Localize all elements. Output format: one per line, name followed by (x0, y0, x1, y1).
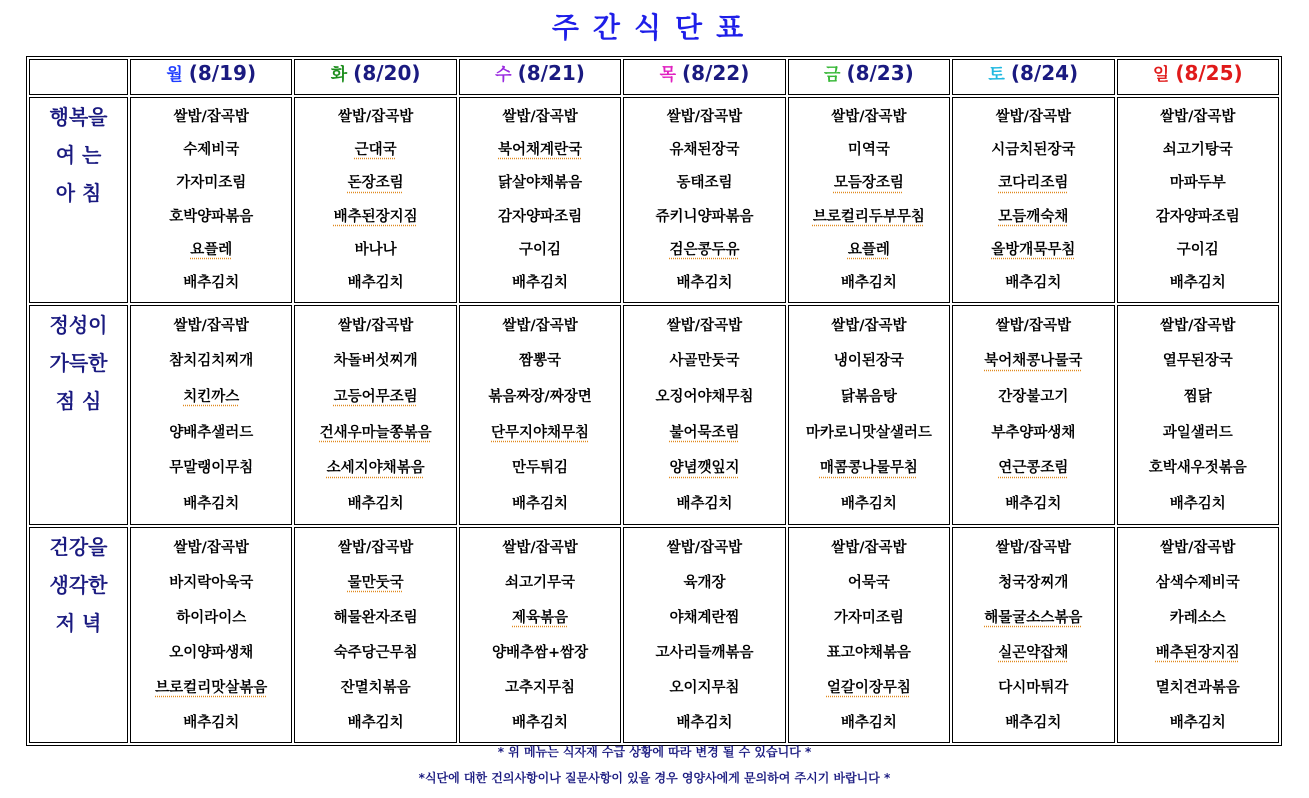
menu-cell (459, 527, 621, 743)
menu-item: 얼갈이장무침 (826, 679, 911, 696)
menu-item: 쌀밥/잡곡밥 (995, 539, 1071, 556)
menu-item: 배추김치 (1169, 275, 1226, 292)
meal-label (29, 97, 128, 303)
menu-item: 배추김치 (840, 496, 897, 513)
menu-item: 청국장찌개 (998, 574, 1069, 591)
menu-item: 잔멸치볶음 (340, 679, 411, 696)
menu-item: 무말랭이무침 (169, 460, 254, 477)
menu-item: 요플레 (847, 241, 890, 258)
day-char: 화 (330, 65, 348, 85)
menu-item: 배추김치 (840, 714, 897, 731)
menu-item: 부추양파생채 (991, 424, 1076, 441)
menu-item: 물만둣국 (347, 574, 404, 591)
menu-item: 배추김치 (347, 275, 404, 292)
day-header (459, 59, 621, 95)
menu-item: 해물완자조림 (333, 609, 418, 626)
menu-item: 양배추샐러드 (169, 424, 254, 441)
menu-item: 하이라이스 (176, 609, 247, 626)
menu-item: 제육볶음 (512, 609, 569, 626)
menu-item: 쌀밥/잡곡밥 (831, 108, 907, 125)
menu-item: 쌀밥/잡곡밥 (831, 539, 907, 556)
menu-item: 쌀밥/잡곡밥 (502, 539, 578, 556)
menu-item: 유채된장국 (669, 141, 740, 158)
day-date: (8/23) (846, 61, 914, 85)
menu-item: 쌀밥/잡곡밥 (173, 108, 249, 125)
menu-cell (294, 527, 456, 743)
weekly-menu-table (26, 56, 1282, 746)
menu-item: 과일샐러드 (1162, 424, 1233, 441)
menu-item: 삼색수제비국 (1155, 574, 1240, 591)
menu-item: 코다리조림 (998, 175, 1069, 192)
meal-label-line: 정성이 (49, 313, 108, 337)
menu-cell (623, 305, 785, 525)
menu-item: 불어묵조림 (669, 424, 740, 441)
menu-item: 배추김치 (512, 714, 569, 731)
menu-cell (788, 305, 950, 525)
menu-cell (1117, 305, 1279, 525)
header-row (29, 59, 1279, 95)
menu-item: 쇠고기무국 (505, 574, 576, 591)
menu-cell (623, 97, 785, 303)
menu-item: 브로컬리두부무침 (812, 208, 925, 225)
menu-item: 열무된장국 (1162, 353, 1233, 370)
menu-item: 양배추쌈+쌈장 (491, 644, 589, 661)
meal-row (29, 527, 1279, 743)
menu-item: 만두튀김 (512, 460, 569, 477)
menu-item: 구이김 (1176, 241, 1219, 258)
menu-cell (623, 527, 785, 743)
meal-label-line: 가득한 (49, 351, 108, 375)
menu-cell (952, 527, 1114, 743)
menu-item: 미역국 (847, 141, 890, 158)
menu-item: 쌀밥/잡곡밥 (337, 108, 414, 125)
menu-item: 시금치된장국 (991, 141, 1076, 158)
day-header (623, 59, 785, 95)
day-date: (8/21) (517, 61, 585, 85)
menu-item: 소세지야채볶음 (326, 460, 425, 477)
menu-item: 해물굴소스볶음 (984, 609, 1083, 626)
menu-item: 쌀밥/잡곡밥 (1160, 539, 1236, 556)
day-header (1117, 59, 1279, 95)
menu-item: 근대국 (354, 141, 397, 158)
day-char: 월 (166, 65, 183, 85)
menu-item: 바지락아욱국 (169, 574, 254, 591)
day-date: (8/19) (188, 61, 257, 85)
corner-cell (29, 59, 128, 95)
menu-item: 쌀밥/잡곡밥 (337, 539, 414, 556)
menu-item: 어묵국 (847, 574, 890, 591)
menu-item: 오징어야채무침 (655, 389, 754, 406)
menu-item: 쌀밥/잡곡밥 (1160, 317, 1236, 334)
menu-item: 고등어무조림 (333, 389, 418, 406)
menu-item: 배추김치 (840, 275, 897, 292)
menu-item: 마카로니맛살샐러드 (805, 424, 932, 441)
menu-item: 닭볶음탕 (840, 389, 897, 406)
menu-item: 쌀밥/잡곡밥 (173, 539, 249, 556)
menu-item: 요플레 (190, 241, 233, 258)
menu-item: 북어채계란국 (498, 141, 583, 158)
menu-cell (130, 527, 292, 743)
day-date: (8/24) (1010, 61, 1079, 85)
menu-item: 쌀밥/잡곡밥 (995, 108, 1071, 125)
menu-item: 올방개묵무침 (991, 241, 1076, 258)
menu-item: 배추김치 (1169, 714, 1226, 731)
menu-item: 숙주당근무침 (333, 644, 418, 661)
menu-cell (952, 305, 1114, 525)
menu-item: 고사리들깨볶음 (655, 644, 754, 661)
menu-item: 연근콩조림 (998, 460, 1069, 477)
menu-item: 짬뽕국 (519, 353, 562, 370)
meal-label-line: 저 녁 (55, 611, 102, 635)
menu-item: 닭살야채볶음 (498, 175, 583, 192)
meal-label (29, 305, 128, 525)
menu-item: 배추김치 (183, 496, 240, 513)
menu-item: 구이김 (519, 241, 562, 258)
menu-item: 치킨까스 (183, 389, 240, 406)
menu-cell (1117, 527, 1279, 743)
menu-item: 야채계란찜 (669, 609, 740, 626)
menu-item: 표고야채볶음 (826, 644, 911, 661)
menu-item: 멸치견과볶음 (1155, 679, 1240, 696)
menu-item: 배추된장지짐 (1155, 644, 1240, 661)
menu-item: 차돌버섯찌개 (333, 353, 418, 370)
day-char: 일 (1152, 65, 1170, 85)
menu-item: 배추김치 (183, 714, 240, 731)
menu-item: 배추김치 (1169, 496, 1226, 513)
menu-item: 검은콩두유 (669, 241, 740, 258)
menu-item: 배추김치 (183, 275, 240, 292)
menu-item: 쌀밥/잡곡밥 (666, 317, 743, 334)
menu-cell (788, 527, 950, 743)
menu-cell (130, 305, 292, 525)
menu-item: 쌀밥/잡곡밥 (831, 317, 907, 334)
day-header (952, 59, 1114, 95)
menu-item: 모듬장조림 (833, 175, 904, 192)
meal-label-line: 아 침 (55, 181, 102, 205)
day-header (130, 59, 292, 95)
day-date: (8/25) (1175, 61, 1243, 85)
meal-label-line: 건강을 (49, 535, 108, 559)
menu-item: 배추김치 (512, 275, 569, 292)
menu-item: 단무지야채무침 (491, 424, 590, 441)
menu-cell (294, 305, 456, 525)
menu-item: 가자미조림 (833, 609, 904, 626)
menu-item: 모듬깨숙채 (998, 208, 1069, 225)
menu-item: 건새우마늘쫑볶음 (319, 424, 432, 441)
menu-item: 배추된장지짐 (333, 208, 418, 225)
menu-item: 냉이된장국 (833, 353, 904, 370)
menu-item: 돈장조림 (347, 175, 404, 192)
menu-item: 브로컬리맛살볶음 (155, 679, 268, 696)
menu-item: 볶음짜장/짜장면 (488, 389, 592, 406)
menu-item: 배추김치 (676, 496, 733, 513)
menu-cell (459, 305, 621, 525)
menu-item: 배추김치 (676, 714, 733, 731)
menu-item: 오이지무침 (669, 679, 740, 696)
notice-line: * 위 메뉴는 식자재 수급 상황에 따라 변경 될 수 있습니다 * (497, 745, 812, 759)
menu-item: 간장불고기 (998, 389, 1069, 406)
day-char: 수 (495, 65, 512, 85)
menu-item: 오이양파생채 (169, 644, 254, 661)
menu-item: 배추김치 (347, 714, 404, 731)
menu-item: 사골만둣국 (669, 353, 740, 370)
day-header (788, 59, 950, 95)
day-char: 금 (824, 65, 841, 85)
notice-line: *식단에 대한 건의사항이나 질문사항이 있을 경우 영양사에게 문의하여 주시기 바랍니다 * (418, 771, 891, 785)
menu-item: 쌀밥/잡곡밥 (173, 317, 249, 334)
day-date: (8/22) (682, 61, 750, 85)
menu-item: 참치김치찌개 (169, 353, 254, 370)
meal-row (29, 97, 1279, 303)
menu-cell (294, 97, 456, 303)
menu-item: 배추김치 (1005, 496, 1062, 513)
menu-item: 매콤콩나물무침 (819, 460, 918, 477)
menu-item: 쌀밥/잡곡밥 (666, 539, 743, 556)
day-date: (8/20) (353, 61, 421, 85)
day-char: 토 (988, 65, 1005, 85)
menu-item: 배추김치 (1005, 714, 1062, 731)
menu-cell (788, 97, 950, 303)
meal-row (29, 305, 1279, 525)
meal-label-line: 생각한 (49, 573, 108, 597)
menu-item: 바나나 (354, 241, 397, 258)
meal-label-line: 점 심 (55, 389, 102, 413)
meal-label-line: 행복을 (49, 105, 108, 129)
menu-item: 카레소스 (1169, 609, 1226, 626)
menu-item: 배추김치 (512, 496, 569, 513)
menu-item: 쌀밥/잡곡밥 (337, 317, 414, 334)
menu-item: 실곤약잡채 (998, 644, 1069, 661)
menu-item: 동태조림 (676, 175, 733, 192)
menu-item: 쌀밥/잡곡밥 (995, 317, 1071, 334)
menu-item: 감자양파조림 (1155, 208, 1240, 225)
page-title: 주간식단표 (551, 11, 758, 44)
menu-item: 호박양파볶음 (169, 208, 254, 225)
menu-item: 쌀밥/잡곡밥 (666, 108, 743, 125)
menu-cell (1117, 97, 1279, 303)
day-header (294, 59, 456, 95)
menu-item: 마파두부 (1169, 175, 1226, 192)
day-char: 목 (659, 65, 677, 85)
menu-item: 쌀밥/잡곡밥 (502, 317, 578, 334)
menu-cell (459, 97, 621, 303)
menu-item: 양념깻잎지 (669, 460, 740, 477)
meal-label (29, 527, 128, 743)
menu-item: 쥬키니양파볶음 (655, 208, 754, 225)
menu-item: 쌀밥/잡곡밥 (502, 108, 578, 125)
menu-item: 찜닭 (1183, 389, 1212, 406)
menu-item: 배추김치 (347, 496, 404, 513)
menu-item: 육개장 (683, 574, 726, 591)
menu-cell (952, 97, 1114, 303)
menu-cell (130, 97, 292, 303)
menu-item: 수제비국 (183, 141, 240, 158)
menu-item: 가자미조림 (176, 175, 247, 192)
menu-item: 배추김치 (1005, 275, 1062, 292)
menu-item: 쇠고기탕국 (1162, 141, 1233, 158)
menu-item: 감자양파조림 (498, 208, 583, 225)
menu-item: 호박새우젓볶음 (1148, 460, 1247, 477)
menu-item: 배추김치 (676, 275, 733, 292)
menu-item: 다시마튀각 (998, 679, 1069, 696)
menu-item: 고추지무침 (505, 679, 576, 696)
meal-label-line: 여 는 (55, 143, 102, 167)
menu-item: 북어채콩나물국 (984, 353, 1083, 370)
menu-item: 쌀밥/잡곡밥 (1160, 108, 1236, 125)
